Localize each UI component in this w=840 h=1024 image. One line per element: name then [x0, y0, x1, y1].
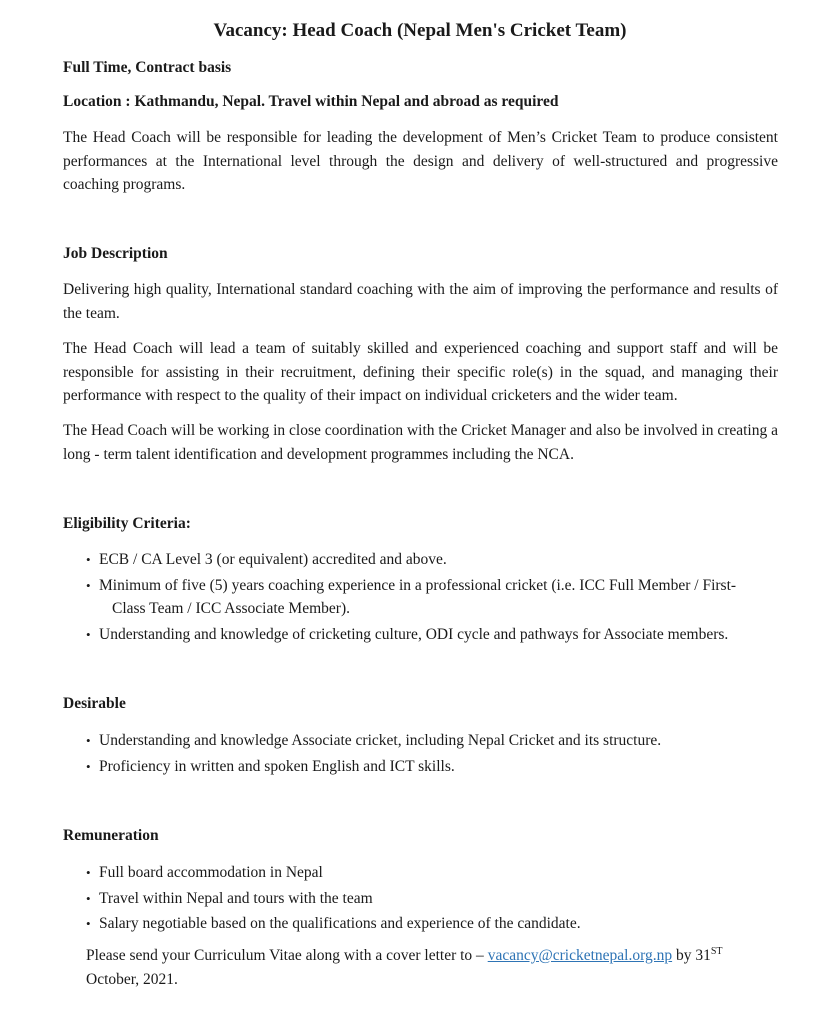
eligibility-list	[86, 548, 786, 648]
list-item	[86, 912, 786, 936]
list-item-text: Travel within Nepal and tours with the team	[99, 889, 373, 907]
job-description-heading: Job Description	[63, 245, 168, 262]
application-instructions	[86, 944, 786, 992]
list-item	[86, 861, 786, 885]
remuneration-list	[86, 861, 786, 938]
list-item	[86, 548, 786, 572]
bullet-icon: •	[86, 577, 91, 593]
bullet-icon: •	[86, 758, 91, 774]
page-title: Vacancy: Head Coach (Nepal Men's Cricket Team)	[213, 20, 627, 41]
bullet-icon: •	[86, 890, 91, 906]
list-item-text: ECB / CA Level 3 (or equivalent) accredited and above.	[99, 551, 447, 568]
job-description-paragraph-2: The Head Coach will lead a team of suitably skilled and experienced coaching and support staff and will be responsible for assisting in their recruitment, defining their specific role(s) in the squad, and managing their performance with respect to the quality of their impact on individual cricketers and the wider team.	[63, 340, 778, 404]
list-item	[86, 887, 786, 911]
list-item	[86, 755, 786, 779]
job-description-paragraph-1: Delivering high quality, International standard coaching with the aim of improving the performance and results of the team.	[63, 281, 778, 322]
bullet-icon: •	[86, 733, 91, 748]
list-item	[86, 574, 786, 621]
remuneration-heading: Remuneration	[63, 827, 159, 844]
list-item-text: Understanding and knowledge Associate cricket, including Nepal Cricket and its structure.	[99, 732, 662, 749]
desirable-heading: Desirable	[63, 695, 126, 712]
date-superscript: ST	[710, 946, 723, 957]
list-item-text: Understanding and knowledge of cricketing culture, ODI cycle and pathways for Associate members.	[99, 625, 729, 643]
intro-paragraph: The Head Coach will be responsible for leading the development of Men’s Cricket Team to produce consistent performances at the International level through the design and delivery of well-structured and progressive coaching programs.	[63, 129, 778, 193]
closing-date-prefix: by 31	[672, 947, 711, 964]
closing-text: Please send your Curriculum Vitae along with a cover letter to –	[86, 947, 488, 964]
bullet-icon: •	[86, 626, 91, 642]
bullet-icon: •	[86, 916, 91, 931]
employment-type: Full Time, Contract basis	[63, 59, 232, 76]
location-line: Location : Kathmandu, Nepal. Travel within Nepal and abroad as required	[63, 93, 559, 110]
list-item-text: Minimum of five (5) years coaching experience in a professional cricket (i.e. ICC Full Member / First-	[99, 576, 737, 594]
list-item-text: Full board accommodation in Nepal	[99, 864, 323, 881]
desirable-list	[86, 729, 786, 780]
list-item	[86, 623, 786, 647]
closing-date: October, 2021.	[86, 971, 178, 988]
list-item-text: Proficiency in written and spoken English and ICT skills.	[99, 757, 455, 775]
email-link[interactable]: vacancy@cricketnepal.org.np	[487, 947, 673, 964]
eligibility-heading: Eligibility Criteria:	[63, 515, 191, 532]
list-item-text-continuation: Class Team / ICC Associate Member).	[112, 600, 350, 617]
list-item	[86, 729, 786, 753]
list-item-text: Salary negotiable based on the qualifications and experience of the candidate.	[99, 915, 581, 932]
bullet-icon: •	[86, 865, 91, 880]
job-description-paragraph-3: The Head Coach will be working in close coordination with the Cricket Manager and also be involved in creating a long - term talent identification and development programmes including the NCA.	[63, 422, 778, 463]
bullet-icon: •	[86, 552, 91, 567]
